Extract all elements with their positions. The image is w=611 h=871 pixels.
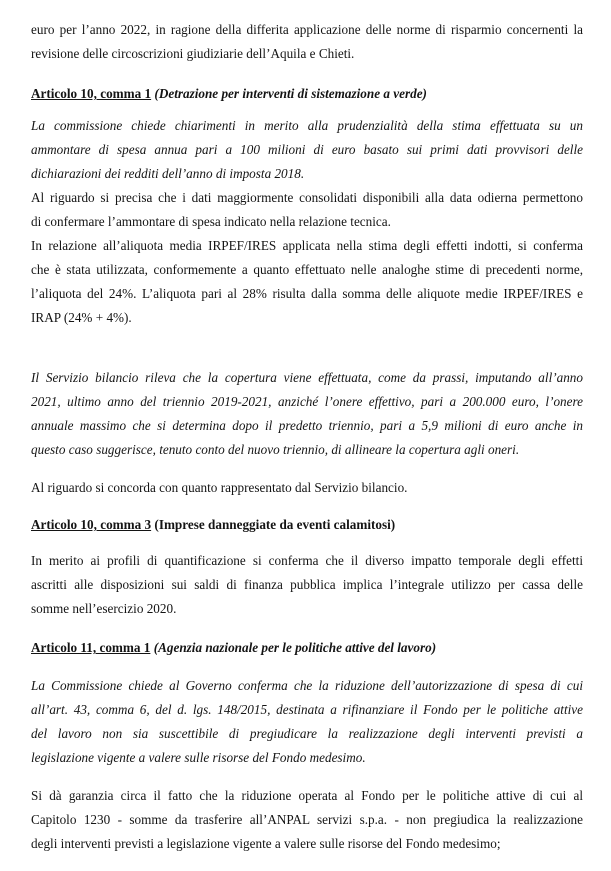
text-line: IRAP (24% + 4%). <box>31 310 132 325</box>
text-line: somme nell’esercizio 2020. <box>31 601 177 616</box>
text-line: La Commissione chiede al Governo conferma che la riduzione dell’autorizzazione di spesa di cui <box>31 678 583 693</box>
article-title: (Agenzia nazionale per le politiche attive del lavoro) <box>153 640 437 655</box>
paragraph <box>31 549 583 621</box>
paragraph <box>31 366 583 462</box>
article-reference: Articolo 10, comma 1 <box>31 86 152 101</box>
paragraph <box>31 186 583 234</box>
section-heading <box>31 84 583 104</box>
paragraph <box>31 114 583 186</box>
text-line: annuale massimo che si determina dopo il predetto triennio, pari a 5,9 milioni di euro anche in <box>31 418 583 433</box>
text-line: revisione delle circoscrizioni giudiziarie dell’Aquila e Chieti. <box>31 46 355 61</box>
text-line: Si dà garanzia circa il fatto che la riduzione operata al Fondo per le politiche attive di cui al <box>31 788 583 803</box>
section-heading <box>31 515 583 535</box>
intro-paragraph <box>31 18 583 66</box>
text-line: Il Servizio bilancio rileva che la copertura viene effettuata, come da prassi, imputando all’anno <box>31 370 583 385</box>
text-line: di confermare l’ammontare di spesa indicato nella relazione tecnica. <box>31 214 391 229</box>
paragraph <box>31 476 583 500</box>
article-reference: Articolo 11, comma 1 <box>31 640 151 655</box>
section-heading <box>31 638 583 658</box>
text-line: questo caso suggerisce, tenuto conto del nuovo triennio, di allineare la copertura agli oneri. <box>31 442 520 457</box>
article-title: (Detrazione per interventi di sistemazione a verde) <box>154 86 427 101</box>
text-line: Al riguardo si concorda con quanto rappresentato dal Servizio bilancio. <box>31 480 408 495</box>
text-line: Capitolo 1230 - somme da trasferire all’ANPAL servizi s.p.a. - non pregiudica la realizzazione <box>31 812 583 827</box>
text-line: 2021, ultimo anno del triennio 2019-2021, anziché l’onere effettivo, pari a 200.000 euro, l’onere <box>31 394 583 409</box>
text-line: dichiarazioni dei redditi dell’anno di imposta 2018. <box>31 166 305 181</box>
text-line: l’aliquota del 24%. L’aliquota pari al 28% risulta dalla somma delle aliquote medie IRPEF/IRES e <box>31 286 583 301</box>
paragraph <box>31 784 583 856</box>
article-title: (Imprese danneggiate da eventi calamitosi) <box>154 517 396 532</box>
text-line: all’art. 43, comma 6, del d. lgs. 148/2015, destinata a rifinanziare il Fondo per le politiche attive <box>31 702 583 717</box>
text-line: La commissione chiede chiarimenti in merito alla prudenzialità della stima effettuata su un <box>31 118 583 133</box>
text-line: del lavoro non sia suscettibile di pregiudicare la realizzazione degli interventi previsti a <box>31 726 583 741</box>
paragraph <box>31 674 583 770</box>
paragraph <box>31 234 583 330</box>
text-line: euro per l’anno 2022, in ragione della differita applicazione delle norme di risparmio concernenti la <box>31 22 583 37</box>
text-line: ammontare di spesa annua pari a 100 milioni di euro basato sui primi dati provvisori delle <box>31 142 583 157</box>
text-line: Al riguardo si precisa che i dati maggiormente consolidati disponibili alla data odierna permettono <box>31 190 583 205</box>
text-line: ascritti alle disposizioni sui saldi di finanza pubblica implica l’integrale utilizzo per cassa delle <box>31 577 583 592</box>
text-line: In relazione all’aliquota media IRPEF/IRES applicata nella stima degli effetti indotti, si conferma <box>31 238 583 253</box>
text-line: legislazione vigente a valere sulle risorse del Fondo medesimo. <box>31 750 366 765</box>
article-reference: Articolo 10, comma 3 <box>31 517 152 532</box>
text-line: che è stata utilizzata, conformemente a quanto effettuato nelle analoghe stime di precedenti norme, <box>31 262 583 277</box>
text-line: In merito ai profili di quantificazione si conferma che il diverso impatto temporale degli effetti <box>31 553 583 568</box>
text-line: degli interventi previsti a legislazione vigente a valere sulle risorse del Fondo medesimo; <box>31 836 501 851</box>
